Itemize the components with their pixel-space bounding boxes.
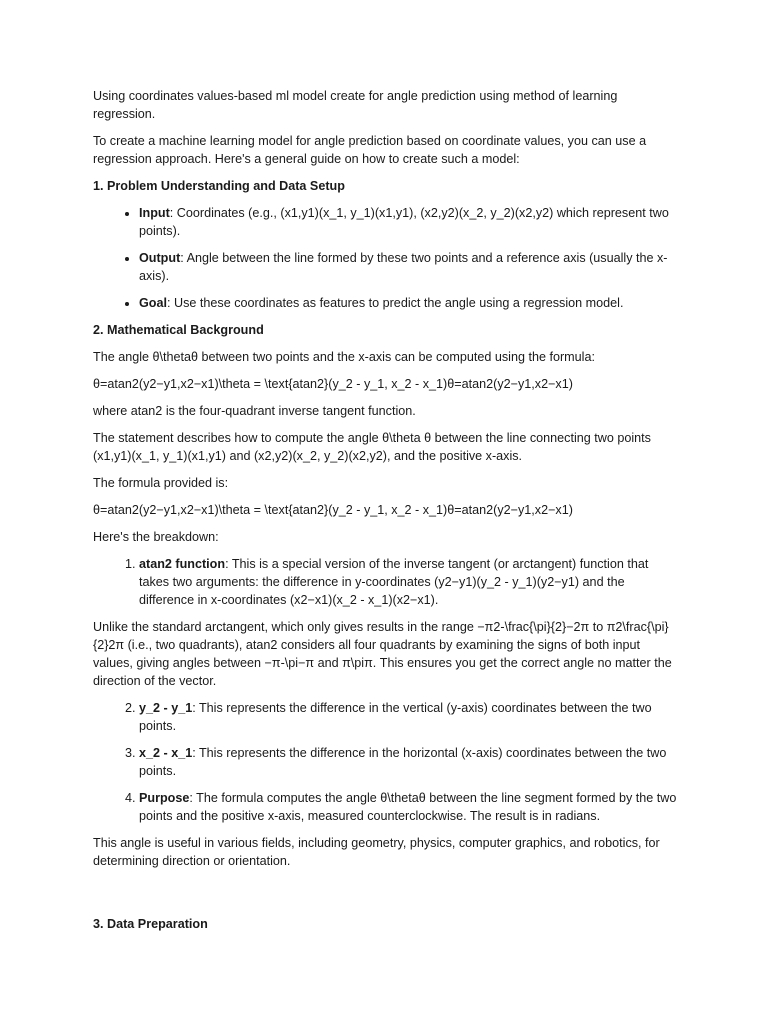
item-text: : This represents the difference in the horizontal (x-axis) coordinates between the two points. — [139, 746, 667, 778]
problem-bullet-list — [93, 204, 678, 312]
item-term: Output — [139, 251, 181, 265]
item-term: x_2 - x_1 — [139, 746, 193, 760]
item-term: Input — [139, 206, 170, 220]
item-term: Goal — [139, 296, 167, 310]
item-text: : The formula computes the angle θ\thetaθ between the line segment formed by the two points and the positive x-axis, measured counterclockwise. The result is in radians. — [139, 791, 677, 823]
breakdown-list-2 — [93, 699, 678, 825]
list-item — [139, 555, 678, 609]
list-item — [139, 789, 678, 825]
section-heading-problem: 1. Problem Understanding and Data Setup — [93, 179, 345, 193]
math-paragraph-4: The formula provided is: — [93, 476, 229, 490]
spacer — [93, 879, 678, 915]
item-term: Purpose — [139, 791, 190, 805]
document-page — [93, 87, 678, 942]
list-item — [139, 249, 678, 285]
intro-paragraph: To create a machine learning model for angle prediction based on coordinate values, you can use a regression approach. Here's a general guide on how to create such a model: — [93, 134, 647, 166]
item-text: : Angle between the line formed by these two points and a reference axis (usually the x-axis). — [139, 251, 668, 283]
item-text: : This is a special version of the inverse tangent (or arctangent) function that takes two arguments: the difference in y-coordinates (y2−y1)(y_2 - y_1)(y2−y1) and the difference in x-coordinates (x2−x1)(x_2 - x_1)(x2−x1). — [139, 557, 649, 607]
math-paragraph-1: The angle θ\thetaθ between two points and the x-axis can be computed using the formula: — [93, 350, 595, 364]
list-item — [139, 294, 678, 312]
item-term: y_2 - y_1 — [139, 701, 193, 715]
math-paragraph-2: where atan2 is the four-quadrant inverse tangent function. — [93, 404, 416, 418]
item-text: : Use these coordinates as features to predict the angle using a regression model. — [167, 296, 624, 310]
list-item — [139, 204, 678, 240]
math-paragraph-3: The statement describes how to compute the angle θ\theta θ between the line connecting two points (x1,y1)(x_1, y_1)(x1,y1) and (x2,y2)(x_2, y_2)(x2,y2), and the positive x-axis. — [93, 431, 651, 463]
formula-line-2: θ=atan2(y2−y1,x2−x1)\theta = \text{atan2}(y_2 - y_1, x_2 - x_1)θ=atan2(y2−y1,x2−x1) — [93, 503, 573, 517]
math-paragraph-7: This angle is useful in various fields, including geometry, physics, computer graphics, and robotics, for determining direction or orientation. — [93, 836, 660, 868]
breakdown-list-1 — [93, 555, 678, 609]
math-paragraph-5: Here's the breakdown: — [93, 530, 219, 544]
formula-line: θ=atan2(y2−y1,x2−x1)\theta = \text{atan2}(y_2 - y_1, x_2 - x_1)θ=atan2(y2−y1,x2−x1) — [93, 377, 573, 391]
item-text: : Coordinates (e.g., (x1,y1)(x_1, y_1)(x1,y1), (x2,y2)(x_2, y_2)(x2,y2) which represent two points). — [139, 206, 669, 238]
item-term: atan2 function — [139, 557, 226, 571]
section-heading-data-prep: 3. Data Preparation — [93, 917, 208, 931]
section-heading-math: 2. Mathematical Background — [93, 323, 264, 337]
list-item — [139, 699, 678, 735]
list-item — [139, 744, 678, 780]
item-text: : This represents the difference in the vertical (y-axis) coordinates between the two points. — [139, 701, 652, 733]
math-paragraph-6: Unlike the standard arctangent, which only gives results in the range −π2-\frac{\pi}{2}−2π to π2\frac{\pi}{2}2π (i.e., two quadrants), atan2 considers all four quadrants by examining the signs of both input values, giving angles between −π-\pi−π and π\piπ. This ensures you get the correct angle no matter the direction of the vector. — [93, 620, 672, 688]
prompt-paragraph: Using coordinates values-based ml model create for angle prediction using method of learning regression. — [93, 89, 618, 121]
